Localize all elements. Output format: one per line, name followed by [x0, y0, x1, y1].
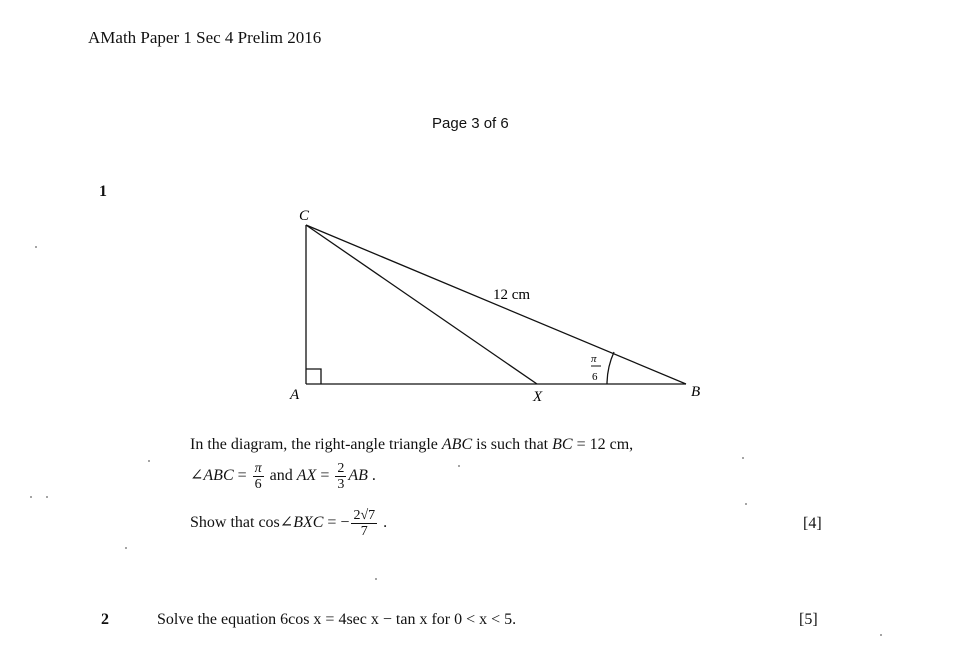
segment-ab: AB	[348, 467, 368, 485]
question2-marks: [5]	[799, 611, 818, 628]
denominator: 3	[337, 477, 345, 492]
label-a: A	[290, 387, 300, 403]
question1-marks: [4]	[803, 515, 822, 532]
text: and	[265, 467, 297, 485]
angle-bxc: ∠BXC	[279, 514, 324, 532]
text: Show that cos	[190, 514, 280, 532]
question-number-2: 2	[101, 611, 109, 628]
angle-label-denominator: 6	[592, 371, 598, 383]
fraction-2root7-over-7	[351, 508, 377, 539]
equals: =	[316, 467, 334, 485]
text: is such that	[472, 436, 553, 453]
right-angle-marker	[306, 369, 321, 384]
segment-cx	[306, 225, 537, 384]
document-header: AMath Paper 1 Sec 4 Prelim 2016	[88, 28, 322, 47]
side-cb	[306, 225, 686, 384]
scan-speck	[745, 503, 747, 505]
denominator: 6	[254, 477, 262, 492]
scan-speck	[148, 460, 150, 462]
denominator: 7	[360, 524, 368, 539]
scan-speck	[35, 246, 37, 248]
label-c: C	[299, 208, 310, 224]
segment-ax: AX	[296, 467, 317, 485]
numerator: 2	[337, 461, 345, 476]
question1-conditions	[190, 461, 376, 492]
scan-speck	[125, 547, 127, 549]
side-name: BC	[552, 436, 573, 453]
angle-abc: ∠ABC	[190, 467, 234, 485]
scan-speck	[46, 496, 48, 498]
numerator: π	[254, 461, 262, 476]
angle-arc	[607, 352, 614, 384]
side-length-label: 12 cm	[493, 287, 531, 303]
text: = 12 cm,	[572, 436, 634, 453]
angle-label-numerator: π	[591, 353, 597, 365]
period: .	[367, 467, 376, 485]
equals: =	[233, 467, 251, 485]
triangle-name: ABC	[441, 436, 473, 453]
fraction-pi-over-6	[253, 461, 264, 492]
scan-speck	[375, 578, 377, 580]
scan-speck	[742, 457, 744, 459]
label-b: B	[691, 384, 701, 400]
question1-task	[190, 508, 387, 539]
period: .	[379, 514, 388, 532]
question1-statement	[190, 436, 633, 454]
label-x: X	[533, 389, 543, 405]
numerator: 2√7	[353, 508, 376, 523]
scan-speck	[880, 634, 882, 636]
question-number-1: 1	[99, 183, 107, 200]
page-number: Page 3 of 6	[432, 115, 509, 132]
equals: = −	[323, 514, 350, 532]
scan-speck	[30, 496, 32, 498]
scan-speck	[458, 465, 460, 467]
question2-statement: Solve the equation 6cos x = 4sec x − tan x for 0 < x < 5.	[157, 611, 517, 628]
text: In the diagram, the right-angle triangle	[190, 436, 442, 453]
fraction-two-thirds	[335, 461, 346, 492]
